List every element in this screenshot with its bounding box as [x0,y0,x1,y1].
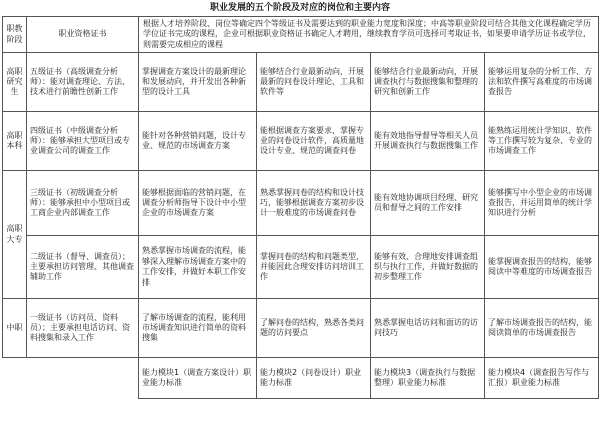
module-4-cell: 能力模块4（调查报告写作与汇报）职业能力标准 [485,358,599,399]
table-row [3,171,599,236]
blank-cell [3,358,139,399]
module-2-cell: 能力模块2（问卷设计）职业能力标准 [257,358,371,399]
table-row [3,299,599,358]
execution-cell: 能够有效、合理地安排调查组织与执行工作，并做好数据的初步整理工作 [371,236,485,299]
questionnaire-cell: 能够结合行业最新动向，开展最新的问卷设计理论、工具和软件等 [257,53,371,112]
table-row [3,236,599,299]
execution-cell: 能有效地指导督导等相关人员开展调查执行与数据搜集工作 [371,112,485,171]
stage-header: 职教阶段 [3,17,27,53]
design-cell: 能够根据面临的营销问题，在调查分析师指导下设计中小型企业的市场调查方案 [139,171,257,236]
stage-cell: 高职本科 [3,112,27,171]
cert-cell: 二级证书（督导、调查员）；主要承担访问管理、其他调查辅助工作 [27,236,139,299]
questionnaire-cell: 了解问卷的结构，熟悉各类问题的访问要点 [257,299,371,358]
execution-cell: 能够结合行业最新动向，开展调查执行与数据搜集和整理的研究和创新工作 [371,53,485,112]
header-row [3,17,599,53]
design-cell: 熟悉掌握市场调查的流程，能够深入理解市场调查方案中的工作安排，并做好本职工作安排 [139,236,257,299]
questionnaire-cell: 能根据调查方案要求，掌握专业的问卷设计软件，高质量地设计专业、规范的调查问卷 [257,112,371,171]
stage-cell: 高职大专 [3,171,27,299]
execution-cell: 能有效地协调项目经理、研究员和督导之间的工作安排 [371,171,485,236]
stage-cell: 高职研究生 [3,53,27,112]
design-cell: 能针对各种营销问题，设计专业、规范的市场调查方案 [139,112,257,171]
intro-text: 根据人才培养阶段、岗位等确定四个等级证书及需要达到的职业能力宽度和深度；中高等职业阶段可结合其他文化课程确定学历学位证书完成的课程，企业可根据职业资格证书确定人才聘用，继续教育学员可选择可考取证书，如果要申请学历证书或学位，则需要完成相应的课程 [139,17,599,53]
page-title: 职业发展的五个阶段及对应的岗位和主要内容 [209,3,390,13]
module-1-cell: 能力模块1（调查方案设计）职业能力标准 [139,358,257,399]
report-cell: 能够运用复杂的分析工作、方法和软件撰写高难度的市场调查报告 [485,53,599,112]
cert-cell: 四级证书（中级调查分析师）：能够承担大型项目或专业调查公司的调查工作 [27,112,139,171]
report-cell: 了解市场调查报告的结构，能阅读简单的市场调查报告 [485,299,599,358]
report-cell: 能够撰写中小型企业的市场调查报告，并运用简单的统计学知识进行分析 [485,171,599,236]
questionnaire-cell: 熟悉掌握问卷的结构和设计技巧，能够根据调查方案初步设计一般难度的市场调查问卷 [257,171,371,236]
table-row [3,112,599,171]
design-cell: 了解市场调查的流程，能利用市场调查知识进行简单的资料搜集 [139,299,257,358]
questionnaire-cell: 掌握问卷的结构和问题类型，并能因此合理安排访问培训工作 [257,236,371,299]
cert-header: 职业资格证书 [27,17,139,53]
stage-cell: 中职 [3,299,27,358]
report-cell: 能掌握调查报告的结构，能够阅读中等难度的市场调查报告 [485,236,599,299]
cert-cell: 一级证书（访问员、资料员）；主要承担电话访问、资料搜集和录入工作 [27,299,139,358]
design-cell: 掌握调查方案设计的最新理论和发展动向，并开发出各种新型的设计工具 [139,53,257,112]
report-cell: 能熟练运用统计学知识、软件等工作撰写较为复杂、专业的市场调查工作 [485,112,599,171]
cert-cell: 五级证书（高级调查分析师）：能对调查理论、方法、技术进行前瞻性创新工作 [27,53,139,112]
module-3-cell: 能力模块3（调查执行与数据整理）职业能力标准 [371,358,485,399]
career-stage-table [2,16,599,399]
execution-cell: 熟悉掌握电话访问和面访的访问技巧 [371,299,485,358]
cert-cell: 三级证书（初级调查分析师）：能够承担中小型项目或工商企业内部调查工作 [27,171,139,236]
module-row [3,358,599,399]
table-row [3,53,599,112]
